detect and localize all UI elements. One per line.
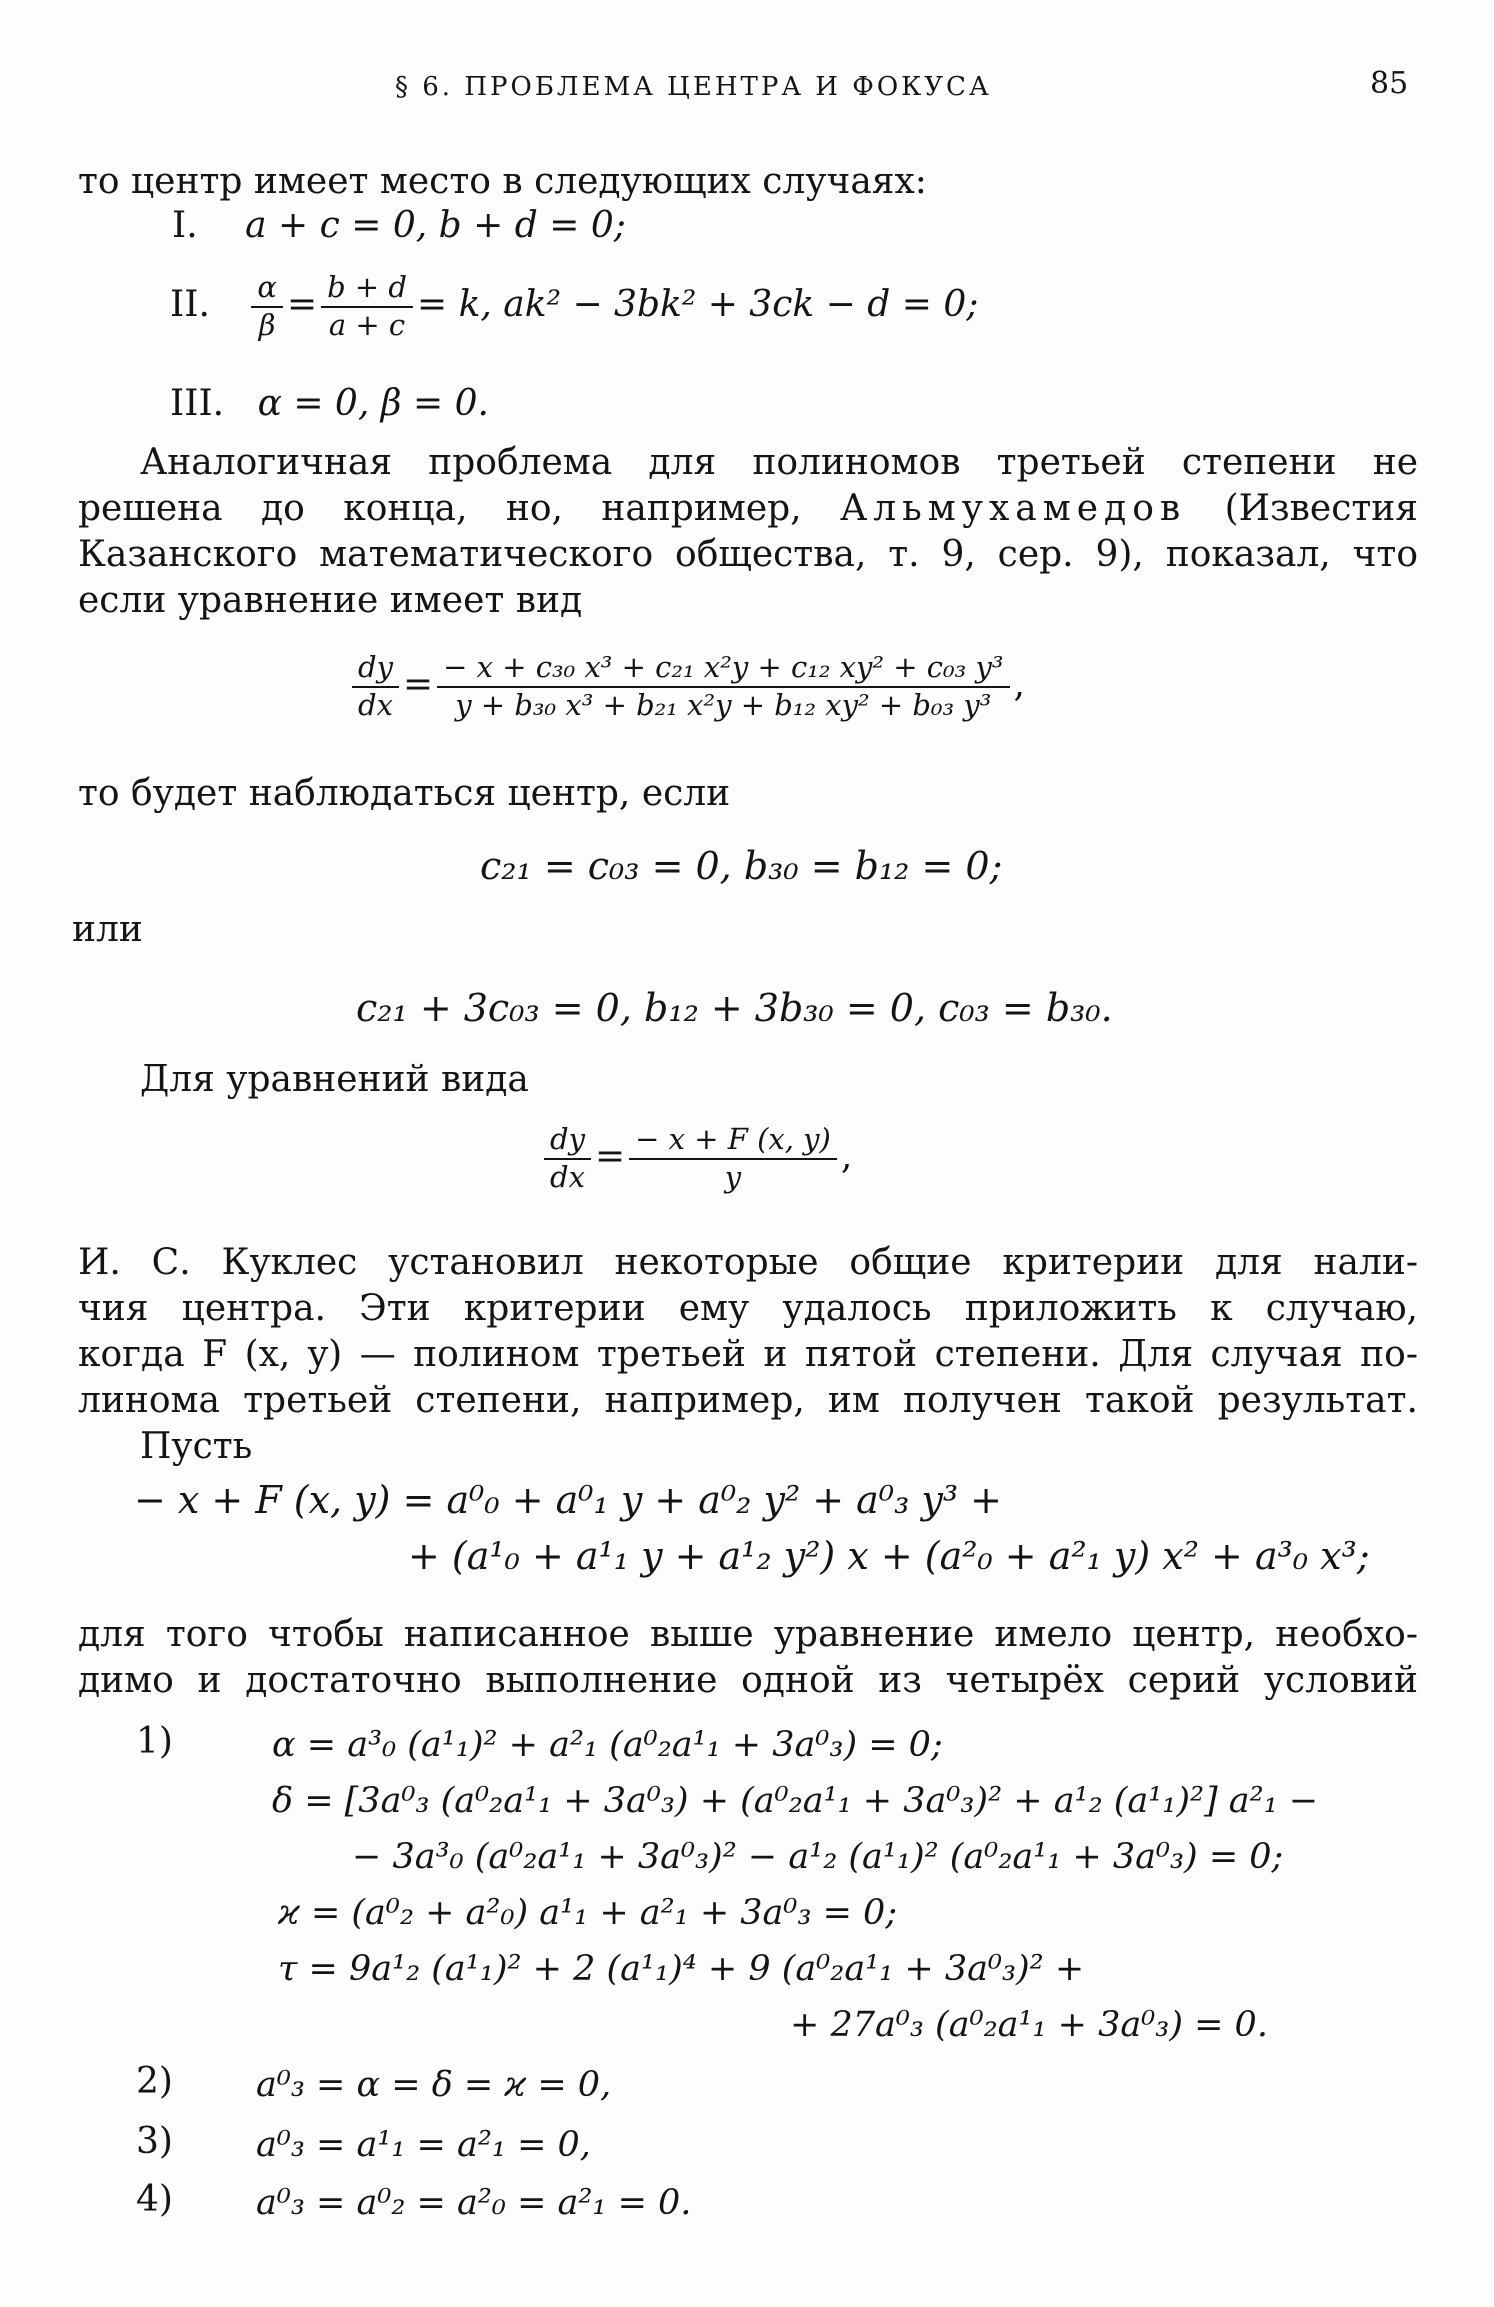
condition-1-delta-cont: − 3a³₀ (a⁰₂a¹₁ + 3a⁰₃)² − a¹₂ (a¹₁)² (a⁰₂a¹₁ + 3a⁰₃) = 0; — [352, 1837, 1284, 1877]
condition-4: a⁰₃ = a⁰₂ = a²₀ = a²₁ = 0. — [256, 2183, 692, 2223]
condition-1-kappa: ϰ = (a⁰₂ + a²₀) a¹₁ + a²₁ + 3a⁰₃ = 0; — [278, 1893, 898, 1933]
case-III-label: III. — [170, 383, 225, 424]
condition-1-tau-cont: + 27a⁰₃ (a⁰₂a¹₁ + 3a⁰₃) = 0. — [790, 2005, 1268, 2045]
equation-general-form: $\frac{dy}{dx}$ = $\frac{- x + F (x, y)}{y}$ , — [540, 1124, 852, 1194]
equation-center-condition-2: c₂₁ + 3c₀₃ = 0, b₁₂ + 3b₃₀ = 0, c₀₃ = b₃₀. — [356, 986, 1113, 1030]
center-if-line: то будет наблюдаться центр, если — [78, 773, 731, 814]
author-name: Альмухамедов — [840, 488, 1187, 529]
equation-cubic-system: $\frac{dy}{dx}$ = $\frac{\text{− x + c₃₀ x³ + c₂₁ x²y + c₁₂ xy² + c₀₃ y³}}{\text{y + b₃₀ x³ + b₂₁ x²y + b₁₂ xy² + b₀₃ y³}}$ , — [348, 652, 1025, 722]
equation-F-expansion-2: + (a¹₀ + a¹₁ y + a¹₂ y²) x + (a²₀ + a²₁ y) x² + a³₀ x³; — [408, 1534, 1370, 1578]
paragraph-necessary-sufficient: для того чтобы написанное выше уравнение имело центр, необхо- димо и достаточно выполнение одной из четырёх серий условий — [78, 1614, 1418, 1701]
condition-1-label: 1) — [136, 1721, 173, 1762]
condition-3: a⁰₃ = a¹₁ = a²₁ = 0, — [256, 2125, 591, 2165]
running-header: § 6. ПРОБЛЕМА ЦЕНТРА И ФОКУСА — [395, 72, 992, 102]
case-I-label: I. — [172, 205, 198, 246]
equation-F-expansion-1: − x + F (x, y) = a⁰₀ + a⁰₁ y + a⁰₂ y² + a⁰₃ y³ + — [134, 1478, 1003, 1522]
condition-4-label: 4) — [136, 2179, 173, 2220]
condition-2-label: 2) — [136, 2061, 173, 2102]
intro-line: то центр имеет место в следующих случаях: — [78, 161, 927, 202]
equations-of-form-line: Для уравнений вида — [140, 1059, 529, 1100]
case-II-formula: = k, ak² − 3bk² + 3ck − d = 0; — [416, 283, 979, 325]
condition-1-tau: τ = 9a¹₂ (a¹₁)² + 2 (a¹₁)⁴ + 9 (a⁰₂a¹₁ + 3a⁰₃)² + — [278, 1949, 1085, 1989]
condition-3-label: 3) — [136, 2121, 173, 2162]
page-number: 85 — [1370, 66, 1409, 101]
paragraph-kukles: И. С. Куклес установил некоторые общие критерии для нали- чия центра. Эти критерии ему удалось приложить к случаю, когда F (x, y) — полином третьей и пятой степени. Для случая по- линома третьей степени, например, им получен такой результат. Пусть — [78, 1242, 1418, 1467]
condition-1-delta: δ = [3a⁰₃ (a⁰₂a¹₁ + 3a⁰₃) + (a⁰₂a¹₁ + 3a⁰₃)² + a¹₂ (a¹₁)²] a²₁ − — [272, 1781, 1319, 1821]
case-III-formula: α = 0, β = 0. — [257, 383, 489, 424]
ratio-bd-ac: $\frac{b + d}{a + c}$ — [321, 272, 413, 342]
condition-1-alpha: α = a³₀ (a¹₁)² + a²₁ (a⁰₂a¹₁ + 3a⁰₃) = 0; — [272, 1725, 943, 1765]
case-III — [170, 382, 489, 425]
case-II-label: II. — [170, 283, 210, 325]
paragraph-almukhamedov: Аналогичная проблема для полиномов третьей степени не решена до конца, но, например, Альмухамедов (Известия Казанского математического общества, т. 9, сер. 9), показал, что если уравнение имеет вид — [78, 442, 1418, 621]
case-II: II. $\frac{\alpha}{\beta}$ = $\frac{b + d}{a + c}$ = k, ak² − 3bk² + 3ck − d = 0; — [170, 270, 979, 342]
case-I-formula: a + c = 0, b + d = 0; — [245, 205, 626, 246]
or-line: или — [72, 909, 143, 950]
case-I — [172, 204, 626, 247]
equation-center-condition-1: c₂₁ = c₀₃ = 0, b₃₀ = b₁₂ = 0; — [480, 844, 1003, 888]
condition-2: a⁰₃ = α = δ = ϰ = 0, — [256, 2065, 612, 2105]
ratio-alpha-beta: $\frac{\alpha}{\beta}$ — [251, 272, 283, 342]
